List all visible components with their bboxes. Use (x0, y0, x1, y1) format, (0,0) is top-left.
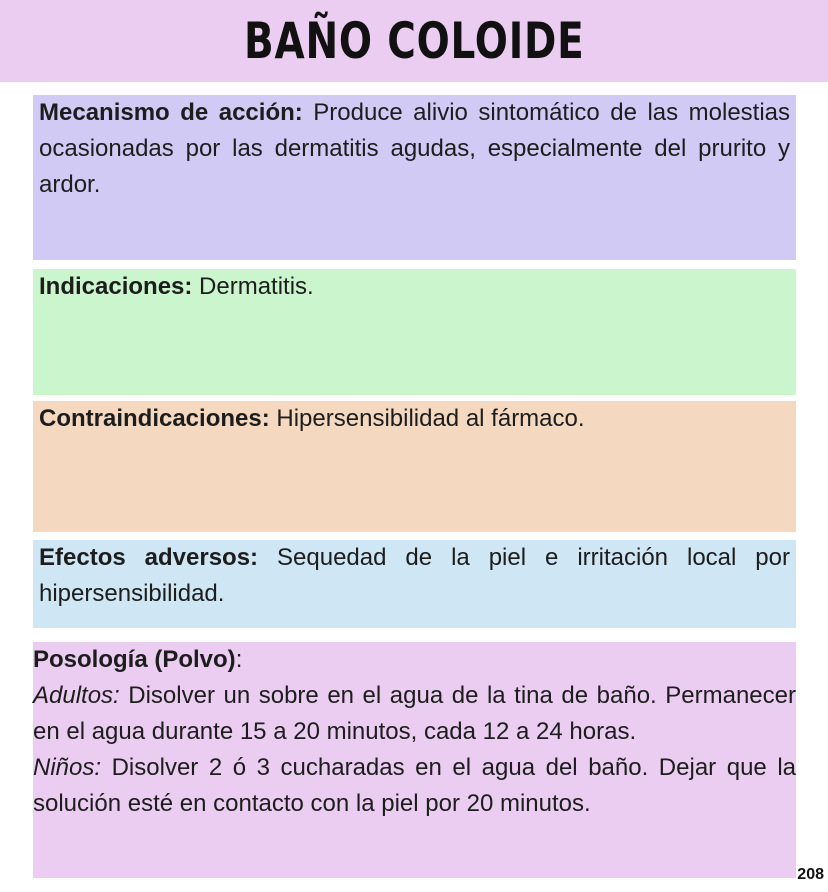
mecanismo-text: Produce alivio sintomático de las molestias ocasionadas por las dermatitis agudas, especialmente del prurito y ardor. (39, 99, 791, 198)
contraindicaciones-section (33, 401, 796, 532)
posologia-section (33, 642, 796, 878)
posologia-adultos (33, 678, 796, 750)
contraindicaciones-text: Hipersensibilidad al fármaco. (276, 405, 585, 432)
efectos-paragraph (39, 540, 790, 612)
ninos-text: Disolver 2 ó 3 cucharadas en el agua del baño. Dejar que la solución esté en contacto con la piel por 20 minutos. (33, 754, 796, 817)
indicaciones-text: Dermatitis. (199, 273, 314, 300)
page-title: BAÑO COLOIDE (243, 12, 585, 70)
mecanismo-section (33, 95, 796, 260)
adultos-label: Adultos: (33, 682, 120, 709)
efectos-label: Efectos adversos: (39, 544, 259, 571)
indicaciones-paragraph (39, 269, 790, 305)
efectos-text: Sequedad de la piel e irritación local por hipersensibilidad. (39, 544, 790, 607)
mecanismo-paragraph (39, 95, 790, 203)
mecanismo-label: Mecanismo de acción: (39, 99, 303, 126)
posologia-label-suffix: : (235, 646, 243, 673)
contraindicaciones-paragraph (39, 401, 790, 437)
indicaciones-section (33, 269, 796, 395)
indicaciones-label: Indicaciones: (39, 273, 193, 300)
contraindicaciones-label: Contraindicaciones: (39, 405, 270, 432)
adultos-text: Disolver un sobre en el agua de la tina de baño. Permanecer en el agua durante 15 a 20 minutos, cada 12 a 24 horas. (33, 682, 796, 745)
title-banner (0, 0, 828, 82)
ninos-label: Niños: (33, 754, 102, 781)
posologia-ninos (33, 750, 796, 822)
posologia-heading (33, 642, 796, 678)
page-number: 208 (797, 866, 824, 883)
efectos-section (33, 540, 796, 628)
posologia-label: Posología (Polvo) (33, 646, 236, 673)
